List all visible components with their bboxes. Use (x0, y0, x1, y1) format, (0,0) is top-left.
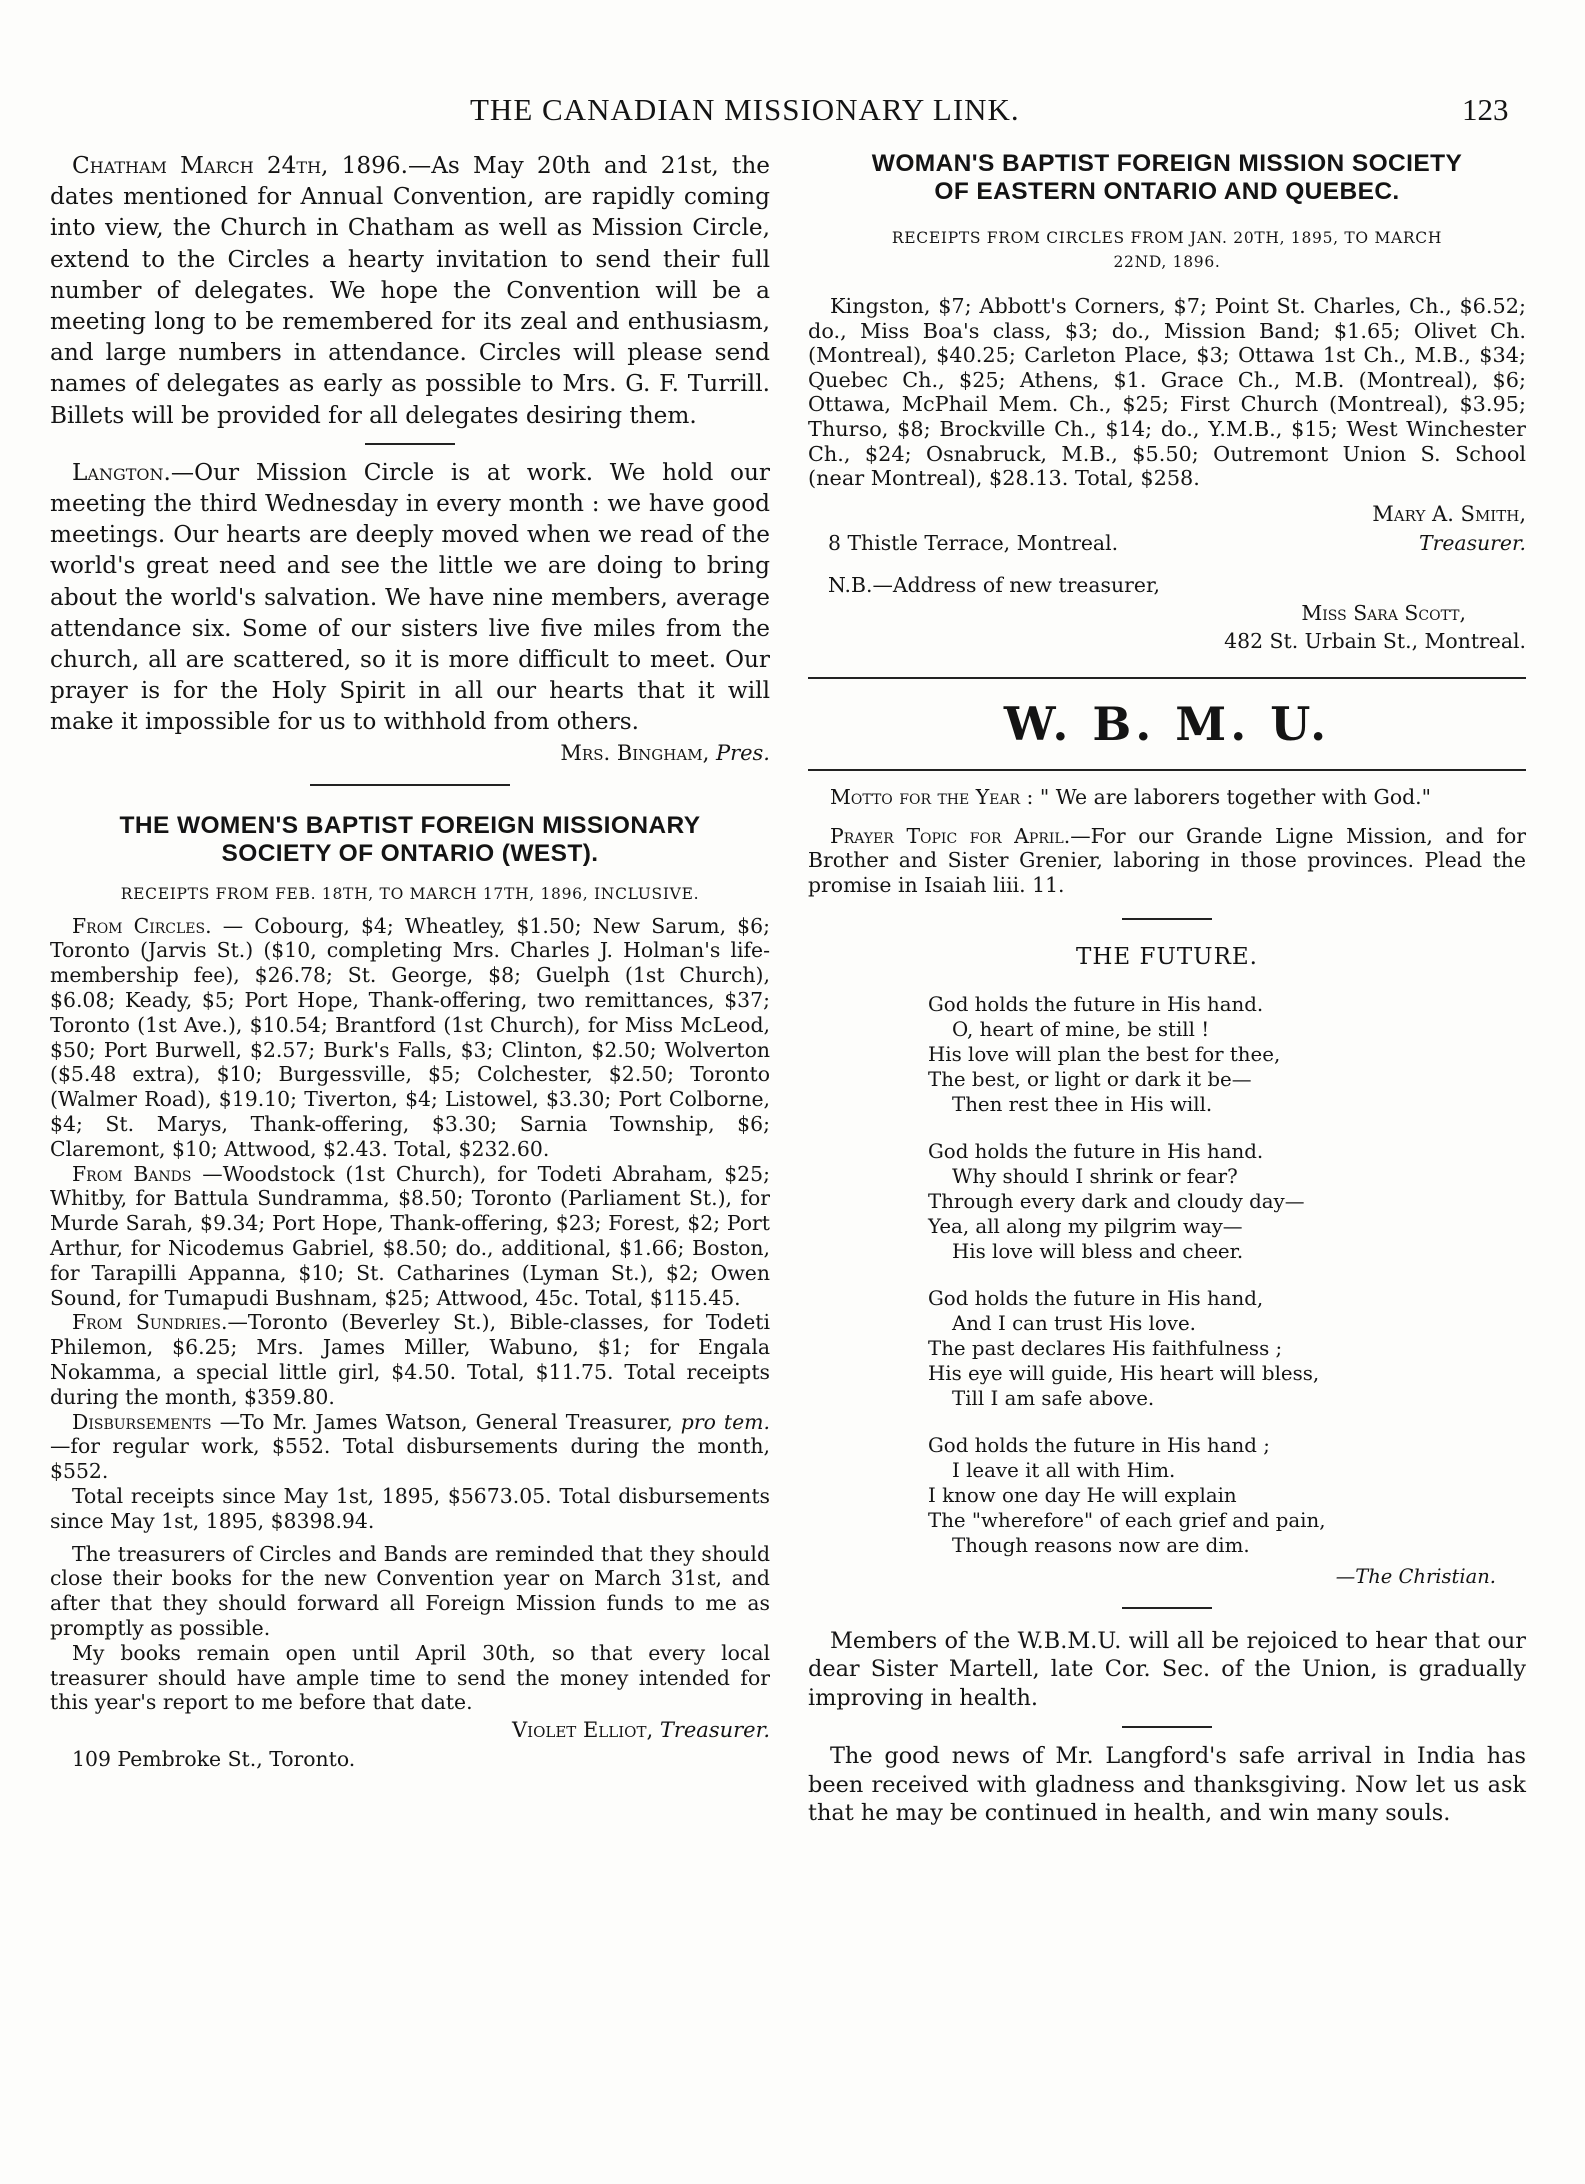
disbursements-italic: pro tem. (680, 1409, 770, 1434)
poem-line: Then rest thee in His will. (952, 1092, 1213, 1116)
poem-line: God holds the future in His hand ; (928, 1433, 1270, 1457)
section-rule (808, 677, 1526, 679)
books-open-paragraph: My books remain open until April 30th, so that every local treasurer should have ample time to send the money intended for this year's report to me before that date. (50, 1640, 770, 1715)
divider (365, 443, 455, 445)
poem-credit: —The Christian. (1335, 1564, 1496, 1588)
eastern-heading-line2: OF EASTERN ONTARIO AND QUEBEC. (934, 178, 1400, 205)
poem (808, 992, 1526, 1589)
poem-title: THE FUTURE. (1076, 943, 1258, 970)
poem-line: His love will plan the best for thee, (928, 1042, 1281, 1066)
poem-line: God holds the future in His hand. (928, 992, 1264, 1016)
motto-body: " We are laborers together with God." (1033, 784, 1432, 809)
poem-line: Through every dark and cloudy day— (928, 1189, 1305, 1213)
eastern-heading (808, 150, 1526, 206)
eastern-address: 8 Thistle Terrace, Montreal. (828, 530, 1119, 555)
bands-paragraph (50, 1162, 770, 1311)
eastern-receipts-body: Kingston, $7; Abbott's Corners, $7; Point St. Charles, Ch., $6.52; do., Miss Boa's class, $3; do., Mission Band; $1.65; Olivet Ch. (Montreal), $40.25; Carleton Place, $3; Ottawa 1st Ch., M.B., $34; Quebec Ch., $25; Athens, $1. Grace Ch., M.B. (Montreal), $6; Ottawa, McPhail Mem. Ch., $25; First Church (Montreal), $3.95; Thurso, $8; Brockville Ch., $14; do., Y.M.B., $15; West Winchester Ch., $24; Osnabruck, M.B., $5.50; Outremont Union S. School (near Montreal), $28.13. Total, $258. (808, 294, 1526, 491)
eastern-new-treasurer: Miss Sara Scott, (1301, 600, 1466, 625)
ontario-west-signature (50, 1715, 770, 1745)
langford-paragraph: The good news of Mr. Langford's safe arrival in India has been received with gladness and thanksgiving. Now let us ask that he may be continued in health, and win many souls. (808, 1743, 1526, 1826)
sundries-body: —Toronto (Beverley St.), Bible-classes, for Todeti Philemon, $6.25; Mrs. James Miller, Wabuno, $1; for Engala Nokamma, a special little girl, $4.50. Total, $11.75. Total receipts during the month, $359.80. (50, 1310, 771, 1409)
chatham-lead: Chatham March 24th, 1896. (72, 152, 408, 179)
eastern-nb: N.B.—Address of new treasurer, (828, 572, 1160, 597)
sundries-paragraph (50, 1310, 770, 1409)
poem-line: Yea, all along my pilgrim way— (928, 1214, 1243, 1238)
poem-line: Till I am safe above. (952, 1386, 1155, 1410)
ontario-west-signature-title: Treasurer. (659, 1718, 770, 1743)
langton-paragraph (50, 457, 770, 738)
poem-line: And I can trust His love. (952, 1311, 1196, 1335)
langton-signature (50, 738, 770, 768)
bands-lead: From Bands (72, 1161, 192, 1186)
poem-line: God holds the future in His hand. (928, 1139, 1264, 1163)
divider (1122, 1726, 1212, 1728)
motto-lead: Motto for the Year : (830, 784, 1034, 809)
chatham-body: —As May 20th and 21st, the dates mentioned for Annual Convention, are rapidly coming into view, the Church in Chatham as well as Mission Circle, extend to the Circles a hearty invitation to send their full number of delegates. We hope the Convention will be a meeting long to be remembered for its zeal and enthusiasm, and large numbers in attendance. Circles will please send names of delegates as early as possible to Mrs. G. F. Turrill. Billets will be provided for all delegates desiring them. (50, 152, 770, 429)
reminder-paragraph: The treasurers of Circles and Bands are reminded that they should close their books for the new Convention year on March 31st, and after that they should forward all Foreign Mission funds to me as promptly as possible. (50, 1541, 770, 1640)
prayer-lead: Prayer Topic for April. (830, 823, 1071, 848)
langton-signature-name: Mrs. Bingham, (560, 740, 710, 765)
prayer-body: —For our Grande Ligne Mission, and for Brother and Sister Grenier, laboring in those provinces. Plead the promise in Isaiah liii. 11. (808, 823, 1526, 898)
divider (1122, 918, 1212, 920)
poem-line: God holds the future in His hand, (928, 1286, 1264, 1310)
disbursements-body-b: —for regular work, $552. Total disbursements during the month, $552. (50, 1434, 770, 1484)
poem-line: The best, or light or dark it be— (928, 1067, 1252, 1091)
poem-line: I leave it all with Him. (952, 1458, 1176, 1482)
motto-paragraph (808, 785, 1526, 810)
divider (310, 784, 510, 786)
ontario-west-receipts-heading: RECEIPTS FROM FEB. 18TH, TO MARCH 17TH, 1896, INCLUSIVE. (120, 884, 700, 903)
poem-line: The "wherefore" of each grief and pain, (928, 1508, 1326, 1532)
section-rule (808, 769, 1526, 771)
circles-lead: From Circles. (72, 913, 212, 938)
ontario-west-signature-name: Violet Elliot, (512, 1718, 654, 1743)
eastern-receipts-heading-line1: RECEIPTS FROM CIRCLES FROM JAN. 20TH, 1895, TO MARCH (891, 229, 1443, 247)
ontario-west-heading-line1: THE WOMEN'S BAPTIST FOREIGN MISSIONARY (119, 811, 701, 839)
langton-lead: Langton. (72, 458, 171, 486)
publication-title: THE CANADIAN MISSIONARY LINK. (470, 92, 1020, 127)
langton-signature-title: Pres. (715, 740, 770, 765)
eastern-receipts-heading (808, 226, 1526, 274)
eastern-heading-line1: WOMAN'S BAPTIST FOREIGN MISSION SOCIETY (871, 150, 1463, 177)
masthead (0, 92, 1585, 142)
divider (1122, 1607, 1212, 1609)
ontario-west-address: 109 Pembroke St., Toronto. (72, 1747, 356, 1772)
right-column (808, 150, 1526, 1827)
poem-line: The past declares His faithfulness ; (928, 1336, 1283, 1360)
poem-line: His eye will guide, His heart will bless, (928, 1361, 1320, 1385)
wbmu-title: W. B. M. U. (1003, 696, 1331, 751)
eastern-signature-name: Mary A. Smith, (1372, 501, 1526, 526)
poem-stanza (928, 1286, 1526, 1411)
total-since-paragraph: Total receipts since May 1st, 1895, $5673.05. Total disbursements since May 1st, 1895, $8398.94. (50, 1483, 770, 1533)
page-number: 123 (1462, 92, 1509, 127)
poem-line: Why should I shrink or fear? (952, 1164, 1238, 1188)
sundries-lead: From Sundries. (72, 1310, 228, 1335)
poem-stanza (928, 1139, 1526, 1264)
eastern-receipts-heading-line2: 22ND, 1896. (1113, 253, 1221, 271)
poem-line: His love will bless and cheer. (952, 1239, 1244, 1263)
eastern-signature-title: Treasurer. (1419, 530, 1526, 555)
poem-stanza (928, 1433, 1526, 1558)
ontario-west-heading (50, 812, 770, 868)
ontario-west-heading-line2: SOCIETY OF ONTARIO (WEST). (221, 839, 599, 867)
bands-body: —Woodstock (1st Church), for Todeti Abraham, $25; Whitby, for Battula Sundramma, $8.50; Toronto (Parliament St.), for Murde Sarah, $9.34; Port Hope, Thank-offering, $23; Forest, $2; Port Arthur, for Nicodemus Gabriel, $8.50; do., additional, $1.66; Boston, for Tarapilli Appanna, $10; St. Catharines (Lyman St.), $2; Owen Sound, for Tumapudi Bushnam, $25; Attwood, 45c. Total, $115.45. (50, 1161, 770, 1310)
poem-line: I know one day He will explain (928, 1483, 1237, 1507)
disbursements-paragraph (50, 1410, 770, 1484)
disbursements-lead: Disbursements (72, 1409, 212, 1434)
poem-stanza (928, 992, 1526, 1117)
poem-line: Though reasons now are dim. (952, 1533, 1250, 1557)
langton-body: —Our Mission Circle is at work. We hold our meeting the third Wednesday in every month : we have good meetings. Our hearts are deeply moved when we read of the world's great need and see the little we are doing to bring about the world's salvation. We have nine members, average attendance six. Some of our sisters live five miles from the church, all are scattered, so it is more difficult to meet. Our prayer is for the Holy Spirit in all our hearts that it will make it impossible for us to withhold from others. (50, 458, 770, 736)
disbursements-body-a: —To Mr. James Watson, General Treasurer, (211, 1409, 681, 1434)
eastern-address-line (808, 529, 1526, 557)
martell-paragraph: Members of the W.B.M.U. will all be rejoiced to hear that our dear Sister Martell, late Cor. Sec. of the Union, is gradually improving in health. (808, 1627, 1526, 1711)
prayer-paragraph (808, 824, 1526, 898)
eastern-new-address: 482 St. Urbain St., Montreal. (1224, 628, 1526, 653)
left-column (50, 150, 770, 1773)
circles-body: — Cobourg, $4; Wheatley, $1.50; New Sarum, $6; Toronto (Jarvis St.) ($10, completing Mrs. Charles J. Holman's life-membership fee), $26.78; St. George, $8; Guelph (1st Church), $6.08; Keady, $5; Port Hope, Thank-offering, two remittances, $37; Toronto (1st Ave.), $10.54; Brantford (1st Church), for Miss McLeod, $50; Port Burwell, $2.57; Burk's Falls, $3; Clinton, $2.50; Wolverton ($5.48 extra), $10; Burgessville, $5; Colchester, $2.50; Toronto (Walmer Road), $19.10; Tiverton, $4; Listowel, $3.30; Port Colborne, $4; St. Marys, Thank-offering, $3.30; Sarnia Township, $6; Claremont, $10; Attwood, $2.43. Total, $232.60. (50, 913, 770, 1161)
poem-line: O, heart of mine, be still ! (952, 1017, 1210, 1041)
chatham-paragraph (50, 150, 770, 431)
circles-paragraph (50, 914, 770, 1162)
